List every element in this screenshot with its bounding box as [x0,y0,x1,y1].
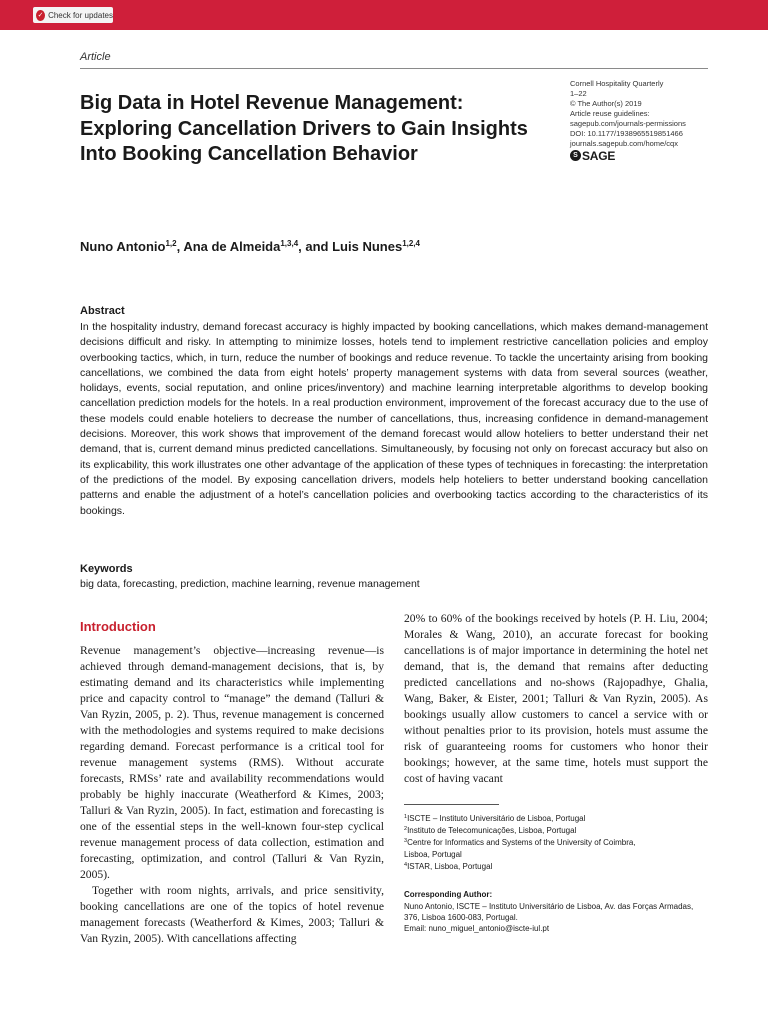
affiliation-item [404,860,714,872]
author-affiliation-marker: 1,3,4 [280,239,299,248]
keywords-text: big data, forecasting, prediction, machine learning, revenue management [80,578,420,590]
author-separator: , and [298,239,333,254]
affiliation-number: 4 [404,861,408,868]
article-type-label: Article [80,51,111,63]
header-rule [80,68,708,69]
journal-info [570,79,720,161]
corresponding-author-email[interactable]: Email: nuno_miguel_antonio@iscte-iul.pt [404,924,550,934]
affiliation-item [404,824,714,836]
affiliation-number: 3 [404,838,408,845]
doi[interactable]: DOI: 10.1177/1938965519851466 [570,129,683,138]
affiliation-text: Instituto de Telecomunicações, Lisboa, Portugal [407,826,577,836]
author-affiliation-marker: 1,2,4 [402,239,420,248]
footnote-rule [404,804,499,805]
affiliation-text: ISTAR, Lisboa, Portugal [407,861,493,871]
affiliation-item [404,836,654,859]
author-name: Luis Nunes [332,239,403,254]
body-paragraph: Together with room nights, arrivals, and price sensitivity, booking cancellations are one of the topics of hotel revenue management forecasts (Weatherford & Kimes, 2003; Talluri & Van Ryzin, 2005). With cancellations affecting [80,884,384,945]
author-list [80,239,420,254]
publisher-name: SAGE [582,148,616,163]
affiliation-item [404,812,714,824]
paper-title: Big Data in Hotel Revenue Management: Exploring Cancellation Drivers to Gain Insights Into Booking Cancellation Behavior [80,92,528,165]
reuse-link[interactable]: sagepub.com/journals-permissions [570,119,686,128]
abstract-heading: Abstract [80,305,125,317]
body-column-left [80,643,384,947]
check-for-updates-icon: ✓ [37,11,44,19]
author-affiliation-marker: 1,2 [165,239,177,248]
sage-logo-icon: S [570,150,581,161]
affiliation-list [404,812,714,872]
check-for-updates-label: Check for updates [48,10,113,20]
copyright: © The Author(s) 2019 [570,99,642,108]
affiliation-text: Centre for Informatics and Systems of the University of Coimbra, Lisboa, Portugal [404,838,636,859]
journal-pages: 1–22 [570,89,587,98]
corresponding-author-heading: Corresponding Author: [404,890,493,899]
reuse-guidelines: Article reuse guidelines: [570,109,650,118]
author-name: Nuno Antonio [80,239,166,254]
keywords-heading: Keywords [80,563,133,575]
abstract-text: In the hospitality industry, demand forecast accuracy is highly impacted by booking cancellations, which makes demand-management decisions difficult and risky. In attempting to minimize losses, hotels tend to implement restrictive cancellation policies and employ overbooking tactics, which, in turn, reduce the number of bookings and reduce revenue. To tackle the uncertainty arising from booking cancellations, we combined the data from eight hotels’ property management systems with data from several sources (weather, holidays, events, social reputation, and online prices/inventory) and machine learning interpretable algorithms to develop booking cancellation prediction models for the hotels. In a real production environment, improvement of the forecast accuracy due to the use of these models could enable hoteliers to decrease the number of cancellations, thus, increasing confidence in demand-management decisions. Moreover, this work shows that improvement of the demand forecast would allow hoteliers to better understand their net demand, that is, current demand minus predicted cancellations. Simultaneously, by focusing not only on forecast accuracy but also on its explicability, this work illustrates one other advantage of the application of these types of techniques in forecasting: the interpretation of the predictions of the model. By exposing cancellation drivers, models help hoteliers to better understand booking cancellation patterns and enable the adjustment of a hotel’s cancellation policies and overbooking tactics according to the characteristics of its bookings. [80,321,708,517]
corresponding-author-details [404,901,709,935]
introduction-heading: Introduction [80,619,156,634]
top-banner [0,0,768,30]
affiliation-number: 2 [404,826,408,833]
corresponding-author-address: Nuno Antonio, ISCTE – Instituto Universitário de Lisboa, Av. das Forças Armadas, 376, Lisboa 1600-083, Portugal. [404,902,694,923]
body-column-right: 20% to 60% of the bookings received by hotels (P. H. Liu, 2004; Morales & Wang, 2010), an accurate forecast for booking cancellations is of major importance in determining the hotel net demand, that is, the demand that remains after deducting predicted cancellations and no-shows (Rajopadhye, Ghalia, Wang, Baker, & Eister, 2001; Talluri & Van Ryzin, 2005). As bookings usually allow customers to cancel a service with or without penalties prior to its provision, hotels must assume the risk of guaranteeing rooms for customers who honor their bookings; however, at the same time, hotels must support the cost of having vacant [404,612,708,785]
publisher-logo [570,150,720,161]
affiliation-text: ISCTE – Instituto Universitário de Lisboa, Portugal [407,814,586,823]
author-separator: , [176,239,184,254]
journal-name: Cornell Hospitality Quarterly [570,79,664,88]
journal-home-link[interactable]: journals.sagepub.com/home/cqx [570,139,678,148]
body-paragraph: Revenue management’s objective—increasing revenue—is achieved through demand-management decisions, that is, by estimating demand and its characteristics while implementing price and capacity control to “manage” the demand (Talluri & Van Ryzin, 2005, p. 2). Thus, revenue management is concerned with the methodologies and systems required to make decisions regarding demand. Forecast performance is a critical tool for revenue management systems (RMS). Without accurate forecasts, RMSs’ rate and availability recommendations would probably be highly inaccurate (Weatherford & Kimes, 2003; Talluri & Van Ryzin, 2005). In fact, estimation and forecasting is one of the essential steps in the well-known four-step cyclical revenue management process of data collection, estimation and forecasting, optimization, and control (Talluri & Van Ryzin, 2005). [80,644,384,881]
check-for-updates-button[interactable] [33,7,113,23]
author-name: Ana de Almeida [183,239,281,254]
affiliation-number: 1 [404,814,408,820]
